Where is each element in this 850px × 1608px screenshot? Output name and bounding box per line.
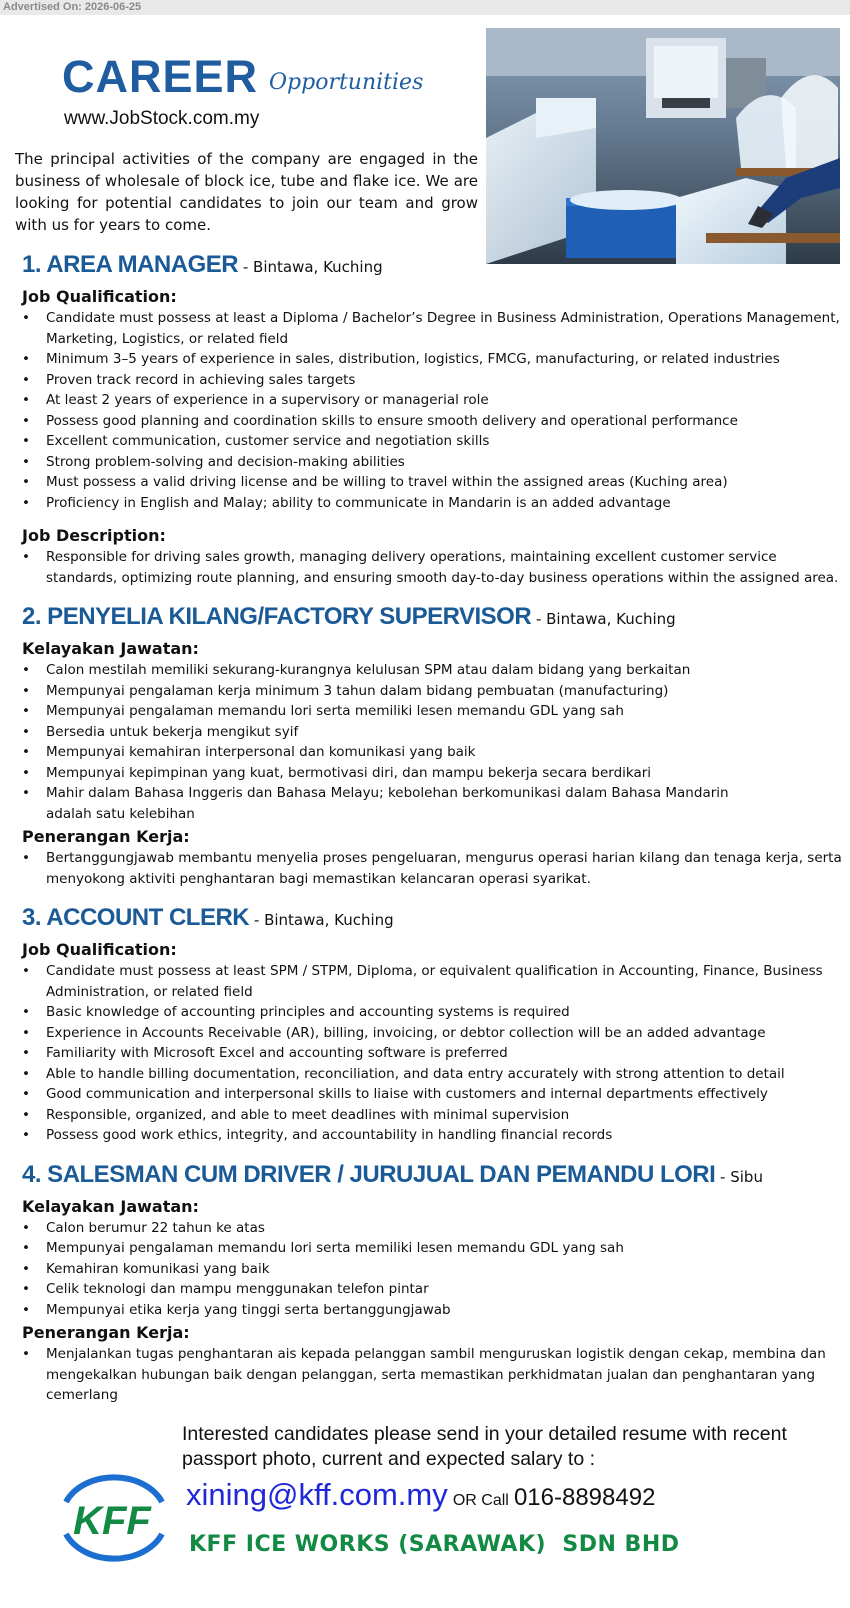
list-item: • Possess good planning and coordination skills to ensure smooth delivery and operational performance xyxy=(22,412,738,429)
description-list xyxy=(22,547,842,588)
job-title: 1. AREA MANAGER - Bintawa, Kuching xyxy=(22,251,383,278)
list-item: • Celik teknologi dan mampu menggunakan telefon pintar xyxy=(22,1281,429,1297)
list-item: • Must possess a valid driving license and be willing to travel within the assigned areas (Kuching area) xyxy=(22,474,728,490)
job-location: Bintawa, Kuching xyxy=(253,258,383,276)
job-location: Bintawa, Kuching xyxy=(546,610,676,628)
list-item: • Strong problem-solving and decision-making abilities xyxy=(22,453,405,470)
job-location: Sibu xyxy=(730,1167,763,1186)
job-title: 4. SALESMAN CUM DRIVER / JURUJUAL DAN PEMANDU LORI - Sibu xyxy=(22,1160,763,1188)
list-item: • Proficiency in English and Malay; ability to communicate in Mandarin is an added advantage xyxy=(22,494,671,511)
list-item: • Mahir dalam Bahasa Inggeris dan Bahasa Melayu; kebolehan berkomunikasi dalam Bahasa Mandarin adalah satu kelebihan xyxy=(22,785,729,822)
qualification-list xyxy=(22,961,842,1146)
contact-phone[interactable]: 016-8898492 xyxy=(513,1484,656,1511)
job-salesman-driver xyxy=(22,1158,842,1406)
list-item: • Excellent communication, customer service and negotiation skills xyxy=(22,433,490,449)
list-item: • Bertanggungjawab membantu menyelia proses pengeluaran, mengurus operasi harian kilang dan tenaga kerja, serta menyokong aktiviti penghantaran bagi memastikan kelancaran operasi syarikat. xyxy=(22,850,842,887)
list-item: • Mempunyai etika kerja yang tinggi serta bertanggungjawab xyxy=(22,1301,451,1318)
list-item: • Responsible, organized, and able to meet deadlines with minimal supervision xyxy=(22,1106,570,1123)
description-list xyxy=(22,848,842,889)
list-item: • Possess good work ethics, integrity, and accountability in handling financial records xyxy=(22,1127,613,1143)
list-item: • Candidate must possess at least a Diploma / Bachelor’s Degree in Business Administration, Operations Management, Marketing, Logistics, or related field xyxy=(22,310,840,347)
job-area-manager xyxy=(22,248,842,588)
job-title: 2. PENYELIA KILANG/FACTORY SUPERVISOR - Bintawa, Kuching xyxy=(22,603,676,630)
career-heading: CAREER xyxy=(62,51,259,102)
application-instructions: Interested candidates please send in your detailed resume with recent passport photo, current and expected salary to : xyxy=(182,1423,787,1470)
qualification-label: Job Qualification: xyxy=(22,940,177,959)
company-intro: The principal activities of the company are engaged in the business of wholesale of block ice, tube and flake ice. We are looking for potential candidates to join our team and grow with us for years to come. xyxy=(15,150,478,234)
list-item: • Good communication and interpersonal skills to liaise with customers and internal departments effectively xyxy=(22,1086,768,1102)
list-item: • Responsible for driving sales growth, managing delivery operations, maintaining excellent customer service standards, optimizing route planning, and ensuring smooth day-to-day business operations within the assigned area. xyxy=(22,549,839,586)
description-label: Job Description: xyxy=(22,526,166,545)
description-label: Penerangan Kerja: xyxy=(22,1323,190,1342)
qualification-label: Kelayakan Jawatan: xyxy=(22,639,199,658)
list-item: • Experience in Accounts Receivable (AR), billing, invoicing, or debtor collection will be an added advantage xyxy=(22,1024,766,1041)
list-item: • Mempunyai pengalaman memandu lori serta memiliki lesen memandu GDL yang sah xyxy=(22,1240,624,1256)
job-listings xyxy=(22,248,842,1406)
qualification-list xyxy=(22,308,842,513)
list-item: • Mempunyai kemahiran interpersonal dan komunikasi yang baik xyxy=(22,744,476,760)
job-location: Bintawa, Kuching xyxy=(264,911,394,929)
kff-logo xyxy=(52,1472,172,1562)
list-item: • Proven track record in achieving sales targets xyxy=(22,371,356,388)
job-title: 3. ACCOUNT CLERK - Bintawa, Kuching xyxy=(22,904,394,931)
description-list xyxy=(22,1344,842,1406)
list-item: • Menjalankan tugas penghantaran ais kepada pelanggan sambil menguruskan logistik dengan cekap, membina dan mengekalkan hubungan baik dengan pelanggan, serta memastikan perkhidmatan jualan dan penghantaran yang cemerlang xyxy=(22,1346,826,1403)
list-item: • Candidate must possess at least SPM / STPM, Diploma, or equivalent qualification in Accounting, Finance, Business Administration, or related field xyxy=(22,963,823,1000)
list-item: • Basic knowledge of accounting principles and accounting systems is required xyxy=(22,1004,570,1020)
list-item: • Mempunyai kepimpinan yang kuat, bermotivasi diri, dan mampu bekerja secara berdikari xyxy=(22,764,652,781)
job-account-clerk xyxy=(22,901,842,1146)
list-item: • Minimum 3–5 years of experience in sales, distribution, logistics, FMCG, manufacturing, or related industries xyxy=(22,351,780,367)
qualification-label: Job Qualification: xyxy=(22,287,177,306)
description-label: Penerangan Kerja: xyxy=(22,827,190,846)
qualification-list xyxy=(22,660,842,824)
qualification-list xyxy=(22,1218,842,1321)
advertised-date: Advertised On: 2026-06-25 xyxy=(3,1,142,13)
advertised-date-bar xyxy=(0,0,850,15)
logo-text: KFF xyxy=(73,1499,151,1543)
list-item: • At least 2 years of experience in a supervisory or managerial role xyxy=(22,392,489,408)
opportunities-script: Opportunities xyxy=(269,70,424,95)
list-item: • Mempunyai pengalaman memandu lori serta memiliki lesen memandu GDL yang sah xyxy=(22,703,624,719)
list-item: • Familiarity with Microsoft Excel and accounting software is preferred xyxy=(22,1045,508,1061)
list-item: • Mempunyai pengalaman kerja minimum 3 tahun dalam bidang pembuatan (manufacturing) xyxy=(22,682,669,699)
list-item: • Able to handle billing documentation, reconciliation, and data entry accurately with strong attention to detail xyxy=(22,1065,785,1082)
ice-warehouse-photo xyxy=(486,28,840,264)
qualification-label: Kelayakan Jawatan: xyxy=(22,1196,199,1216)
or-call-label: OR Call xyxy=(452,1492,509,1509)
company-name: KFF ICE WORKS (SARAWAK) SDN BHD xyxy=(189,1532,680,1557)
contact-email[interactable]: xining@kff.com.my xyxy=(186,1477,448,1512)
list-item: • Bersedia untuk bekerja mengikut syif xyxy=(22,723,299,740)
list-item: • Calon berumur 22 tahun ke atas xyxy=(22,1219,265,1236)
website-link[interactable]: www.JobStock.com.my xyxy=(64,108,260,129)
list-item: • Kemahiran komunikasi yang baik xyxy=(22,1260,270,1277)
job-factory-supervisor xyxy=(22,600,842,889)
list-item: • Calon mestilah memiliki sekurang-kurangnya kelulusan SPM atau dalam bidang yang berkaitan xyxy=(22,662,691,678)
contact-line xyxy=(186,1477,655,1513)
